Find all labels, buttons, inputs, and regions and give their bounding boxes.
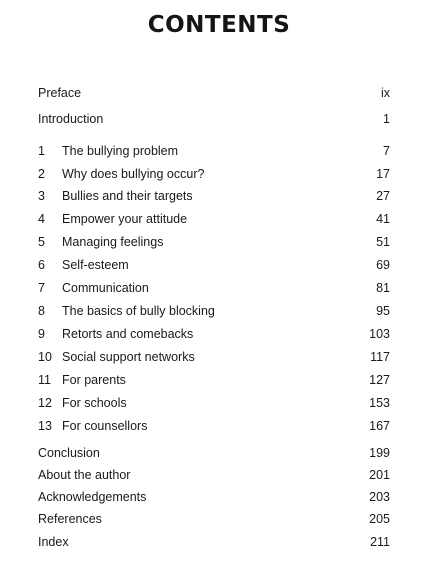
entry-page: 205 (369, 512, 390, 526)
toc-chapter-2[interactable] (38, 165, 390, 183)
toc-chapter-9[interactable] (38, 325, 390, 343)
entry-label: Retorts and comebacks (62, 327, 194, 341)
entry-label: Conclusion (38, 446, 100, 460)
entry-label: References (38, 512, 102, 526)
chapter-number: 5 (38, 235, 45, 249)
entry-label: For schools (62, 396, 127, 410)
entry-label: Self-esteem (62, 258, 129, 272)
toc-chapter-1[interactable] (38, 142, 390, 160)
entry-page: 17 (376, 167, 390, 181)
page-title: CONTENTS (147, 12, 291, 38)
entry-label: Preface (38, 86, 82, 100)
entry-page: 117 (370, 350, 390, 364)
chapter-number: 13 (38, 419, 52, 433)
entry-label: Index (38, 535, 69, 549)
chapter-number: 8 (38, 304, 45, 318)
toc-entry-conclusion[interactable] (38, 444, 390, 462)
entry-page: 201 (369, 468, 390, 482)
toc-chapter-13[interactable] (38, 417, 390, 435)
toc-entry-acknowledgements[interactable] (38, 488, 390, 506)
entry-label: Acknowledgements (38, 490, 147, 504)
entry-label: For counsellors (62, 419, 148, 433)
entry-label: The basics of bully blocking (62, 304, 215, 318)
entry-page: 127 (369, 373, 390, 387)
entry-page: 41 (376, 212, 390, 226)
chapter-number: 3 (38, 189, 45, 203)
entry-page: 199 (369, 446, 390, 460)
entry-label: About the author (38, 468, 131, 482)
entry-page: 7 (383, 144, 390, 158)
entry-page: 69 (376, 258, 390, 272)
entry-label: Introduction (38, 112, 104, 126)
toc-chapter-5[interactable] (38, 233, 390, 251)
entry-label: Bullies and their targets (62, 189, 193, 203)
entry-label: The bullying problem (62, 144, 179, 158)
toc-entry-references[interactable] (38, 510, 390, 528)
entry-page: 27 (376, 189, 390, 203)
toc-chapter-7[interactable] (38, 279, 390, 297)
toc-chapter-11[interactable] (38, 371, 390, 389)
chapter-number: 2 (38, 167, 45, 181)
chapter-number: 7 (38, 281, 45, 295)
toc-entry-preface[interactable] (38, 84, 390, 102)
entry-label: Social support networks (62, 350, 195, 364)
entry-label: Empower your attitude (62, 212, 188, 226)
chapter-number: 1 (38, 144, 45, 158)
chapter-number: 4 (38, 212, 45, 226)
entry-page: 203 (369, 490, 390, 504)
chapter-number: 9 (38, 327, 45, 341)
entry-page: 95 (376, 304, 390, 318)
toc-chapter-6[interactable] (38, 256, 390, 274)
entry-page: ix (380, 86, 390, 100)
entry-label: For parents (62, 373, 126, 387)
entry-page: 103 (369, 327, 390, 341)
entry-page: 51 (376, 235, 390, 249)
entry-label: Communication (62, 281, 149, 295)
entry-page: 153 (369, 396, 390, 410)
toc-entry-introduction[interactable] (38, 110, 390, 128)
entry-label: Why does bullying occur? (62, 167, 205, 181)
toc-chapter-4[interactable] (38, 210, 390, 228)
toc-chapter-12[interactable] (38, 394, 390, 412)
chapter-number: 10 (38, 350, 52, 364)
toc-chapter-10[interactable] (38, 348, 390, 366)
chapter-number: 12 (38, 396, 52, 410)
entry-page: 81 (376, 281, 390, 295)
toc-chapter-8[interactable] (38, 302, 390, 320)
chapter-number: 11 (38, 373, 51, 387)
toc-entry-index[interactable] (38, 533, 390, 551)
entry-label: Managing feelings (62, 235, 164, 249)
entry-page: 1 (383, 112, 390, 126)
entry-page: 167 (369, 419, 390, 433)
entry-page: 211 (370, 535, 390, 549)
chapter-number: 6 (38, 258, 45, 272)
toc-chapter-3[interactable] (38, 187, 390, 205)
toc-entry-about-the-author[interactable] (38, 466, 390, 484)
